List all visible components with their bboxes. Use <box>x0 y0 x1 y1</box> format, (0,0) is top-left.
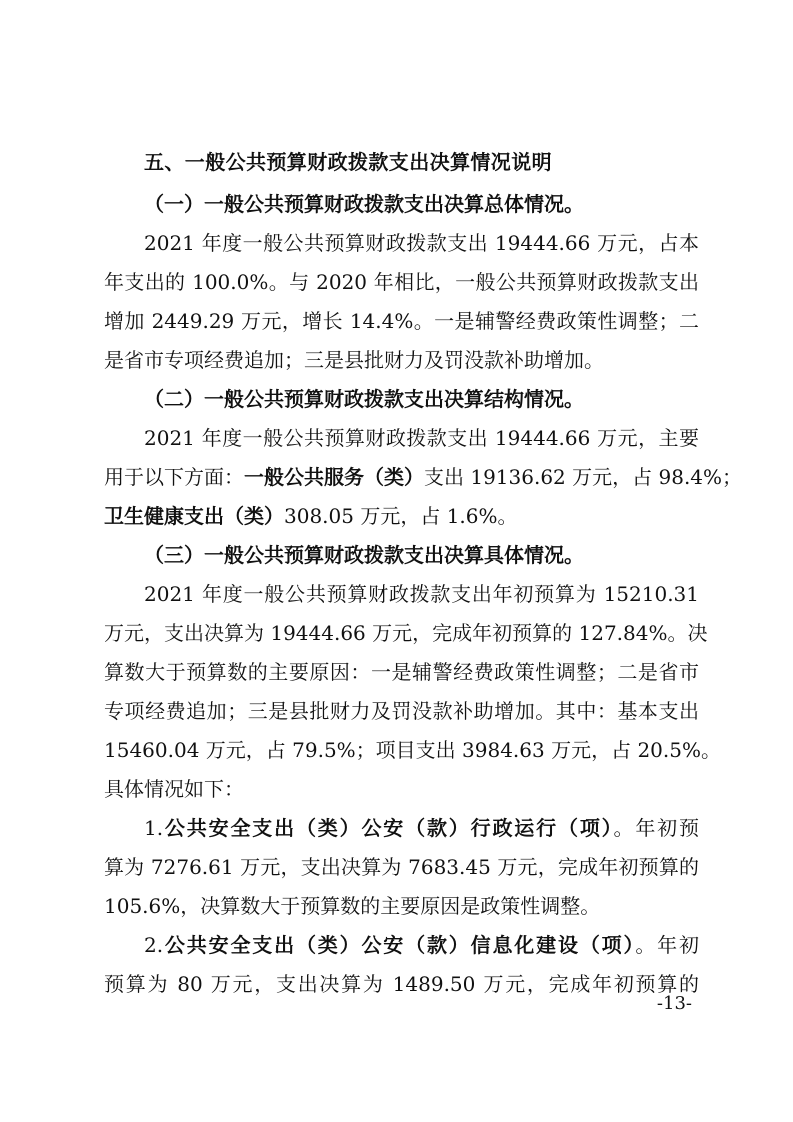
paragraph-line: 增加 2449.29 万元，增长 14.4%。一是辅警经费政策性调整；二 <box>104 309 699 333</box>
text-run: 。年初预 <box>613 816 700 840</box>
paragraph-line: 年支出的 100.0%。与 2020 年相比，一般公共预算财政拨款支出 <box>104 270 699 294</box>
list-item-1 <box>144 810 699 846</box>
text-run: 。年初 <box>635 933 700 957</box>
item-title: 公共安全支出（类）公安（款）行政运行（项） <box>163 816 614 840</box>
page-number: -13- <box>656 993 692 1014</box>
list-item-2 <box>144 927 699 963</box>
paragraph-line <box>104 498 699 534</box>
text-run: 用于以下方面： <box>104 465 244 489</box>
paragraph-line: 2021 年度一般公共预算财政拨款支出 19444.66 万元，主要 <box>144 426 699 450</box>
bold-category-label: 卫生健康支出（类） <box>104 504 284 528</box>
paragraph-line: 预算为 80 万元，支出决算为 1489.50 万元，完成年初预算的 <box>104 972 699 996</box>
section-title: 五、一般公共预算财政拨款支出决算情况说明 <box>144 150 552 174</box>
text-run: 支出 19136.62 万元，占 98.4%； <box>424 465 743 489</box>
paragraph-line: 算数大于预算数的主要原因：一是辅警经费政策性调整；二是省市 <box>104 660 699 684</box>
paragraph-line: 专项经费追加；三是县批财力及罚没款补助增加。其中：基本支出 <box>104 699 699 723</box>
paragraph-line: 是省市专项经费追加；三是县批财力及罚没款补助增加。 <box>104 348 604 372</box>
item-number: 2. <box>144 933 164 957</box>
item-number: 1. <box>144 816 164 840</box>
paragraph-line: 万元，支出决算为 19444.66 万元，完成年初预算的 127.84%。决 <box>104 621 708 645</box>
subsection-heading-3: （三）一般公共预算财政拨款支出决算具体情况。 <box>144 543 584 567</box>
paragraph-line: 具体情况如下： <box>104 777 244 801</box>
text-run: 308.05 万元，占 1.6%。 <box>284 504 518 528</box>
paragraph-line: 2021 年度一般公共预算财政拨款支出年初预算为 15210.31 <box>144 582 699 606</box>
subsection-heading-2: （二）一般公共预算财政拨款支出决算结构情况。 <box>144 387 584 411</box>
paragraph-line: 105.6%，决算数大于预算数的主要原因是政策性调整。 <box>104 894 601 918</box>
subsection-heading-1: （一）一般公共预算财政拨款支出决算总体情况。 <box>144 192 584 216</box>
bold-category-label: 一般公共服务（类） <box>244 465 424 489</box>
paragraph-line: 15460.04 万元，占 79.5%；项目支出 3984.63 万元，占 20.5%。 <box>104 738 721 762</box>
item-title: 公共安全支出（类）公安（款）信息化建设（项） <box>163 933 636 957</box>
paragraph-line: 算为 7276.61 万元，支出决算为 7683.45 万元，完成年初预算的 <box>104 855 699 879</box>
paragraph-line <box>104 459 743 495</box>
paragraph-line: 2021 年度一般公共预算财政拨款支出 19444.66 万元，占本 <box>144 231 699 255</box>
